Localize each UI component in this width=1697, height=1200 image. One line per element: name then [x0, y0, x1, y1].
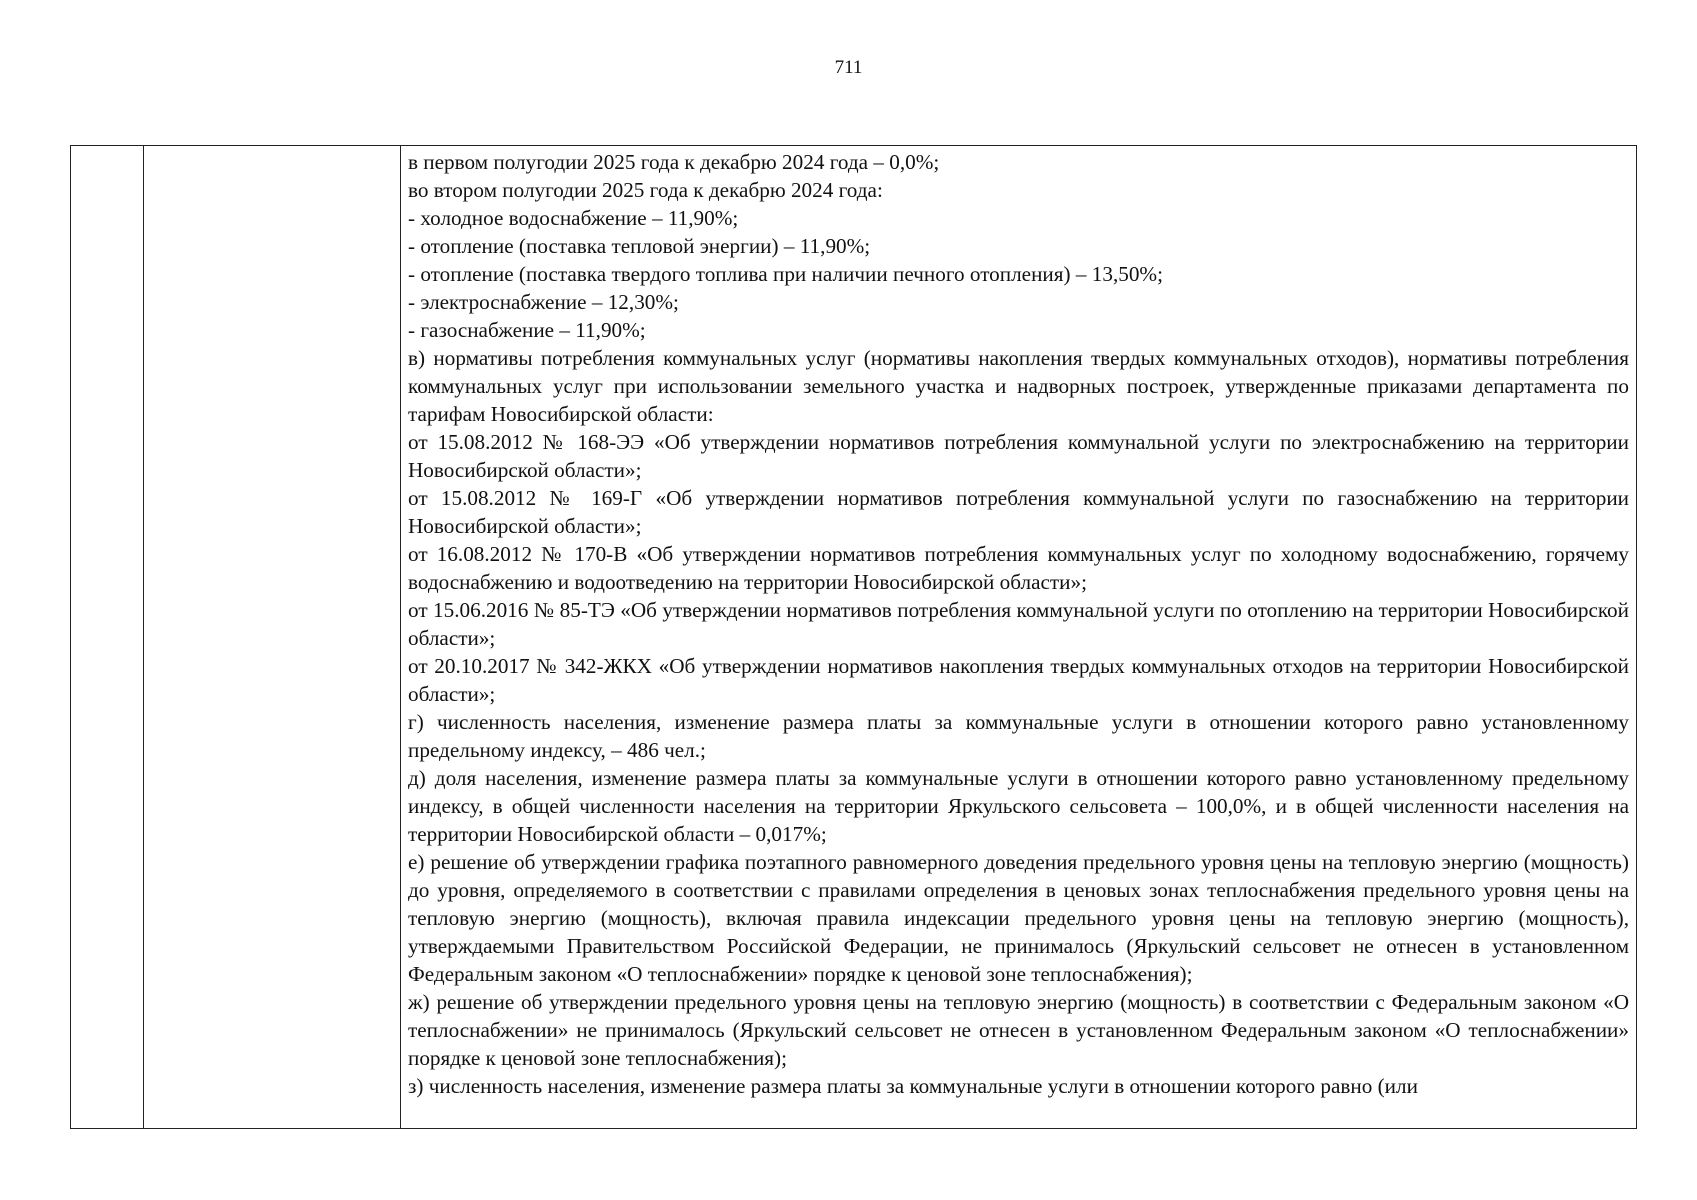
paragraph: з) численность населения, изменение размера платы за коммунальные услуги в отношении которого равно (или — [408, 1074, 1418, 1098]
table-cell-municipality — [144, 146, 401, 1129]
paragraph: е) решение об утверждении графика поэтапного равномерного доведения предельного уровня цены на тепловую энергию (мощность) до уровня, определяемого в соответствии с правилами определения в ценовых зонах теплоснабжения предельного уровня цены на тепловую энергию (мощность), включая правила индексации предельного уровня цены на тепловую энергию (мощность), утверждаемыми Правительством Российской Федерации, не принималось (Яркульский сельсовет не отнесен в установленном Федеральным законом «О теплоснабжении» порядке к ценовой зоне теплоснабжения); — [408, 850, 1629, 986]
list-item: - газоснабжение – 11,90%; — [408, 318, 646, 342]
paragraph: в) нормативы потребления коммунальных услуг (нормативы накопления твердых коммунальных отходов), нормативы потребления коммунальных услуг при использовании земельного участка и надворных построек, утвержденные приказами департамента по тарифам Новосибирской области: — [408, 346, 1629, 426]
paragraph: от 16.08.2012 № 170-В «Об утверждении нормативов потребления коммунальных услуг по холодному водоснабжению, горячему водоснабжению и водоотведению на территории Новосибирской области»; — [408, 542, 1629, 594]
paragraph: в первом полугодии 2025 года к декабрю 2024 года – 0,0%; — [408, 150, 940, 174]
paragraph: ж) решение об утверждении предельного уровня цены на тепловую энергию (мощность) в соответствии с Федеральным законом «О теплоснабжении» не принималось (Яркульский сельсовет не отнесен в установленном Федеральным законом «О теплоснабжении» порядке к ценовой зоне теплоснабжения); — [408, 990, 1629, 1070]
list-item: - электроснабжение – 12,30%; — [408, 290, 679, 314]
list-item: - отопление (поставка тепловой энергии) – 11,90%; — [408, 234, 871, 258]
paragraph: от 15.08.2012 № 168-ЭЭ «Об утверждении нормативов потребления коммунальной услуги по электроснабжению на территории Новосибирской области»; — [408, 430, 1629, 482]
paragraph: от 15.08.2012 № 169-Г «Об утверждении нормативов потребления коммунальной услуги по газоснабжению на территории Новосибирской области»; — [408, 486, 1629, 538]
paragraph: от 20.10.2017 № 342-ЖКХ «Об утверждении нормативов накопления твердых коммунальных отходов на территории Новосибирской области»; — [408, 654, 1629, 706]
paragraph: д) доля населения, изменение размера платы за коммунальные услуги в отношении которого равно установленному предельному индексу, в общей численности населения на территории Яркульского сельсовета – 100,0%, и в общей численности населения на территории Новосибирской области – 0,017%; — [408, 766, 1629, 846]
paragraph: во втором полугодии 2025 года к декабрю 2024 года: — [408, 178, 883, 202]
document-table — [70, 145, 1637, 1129]
table-row — [71, 146, 1637, 1129]
page-number: 711 — [834, 57, 863, 78]
paragraph: от 15.06.2016 № 85-ТЭ «Об утверждении нормативов потребления коммунальной услуги по отоплению на территории Новосибирской области»; — [408, 598, 1629, 650]
list-item: - холодное водоснабжение – 11,90%; — [408, 206, 739, 230]
table-cell-number — [71, 146, 144, 1129]
list-item: - отопление (поставка твердого топлива при наличии печного отопления) – 13,50%; — [408, 262, 1163, 286]
paragraph: г) численность населения, изменение размера платы за коммунальные услуги в отношении которого равно установленному предельному индексу, – 486 чел.; — [408, 710, 1629, 762]
table-cell-content — [401, 146, 1637, 1129]
